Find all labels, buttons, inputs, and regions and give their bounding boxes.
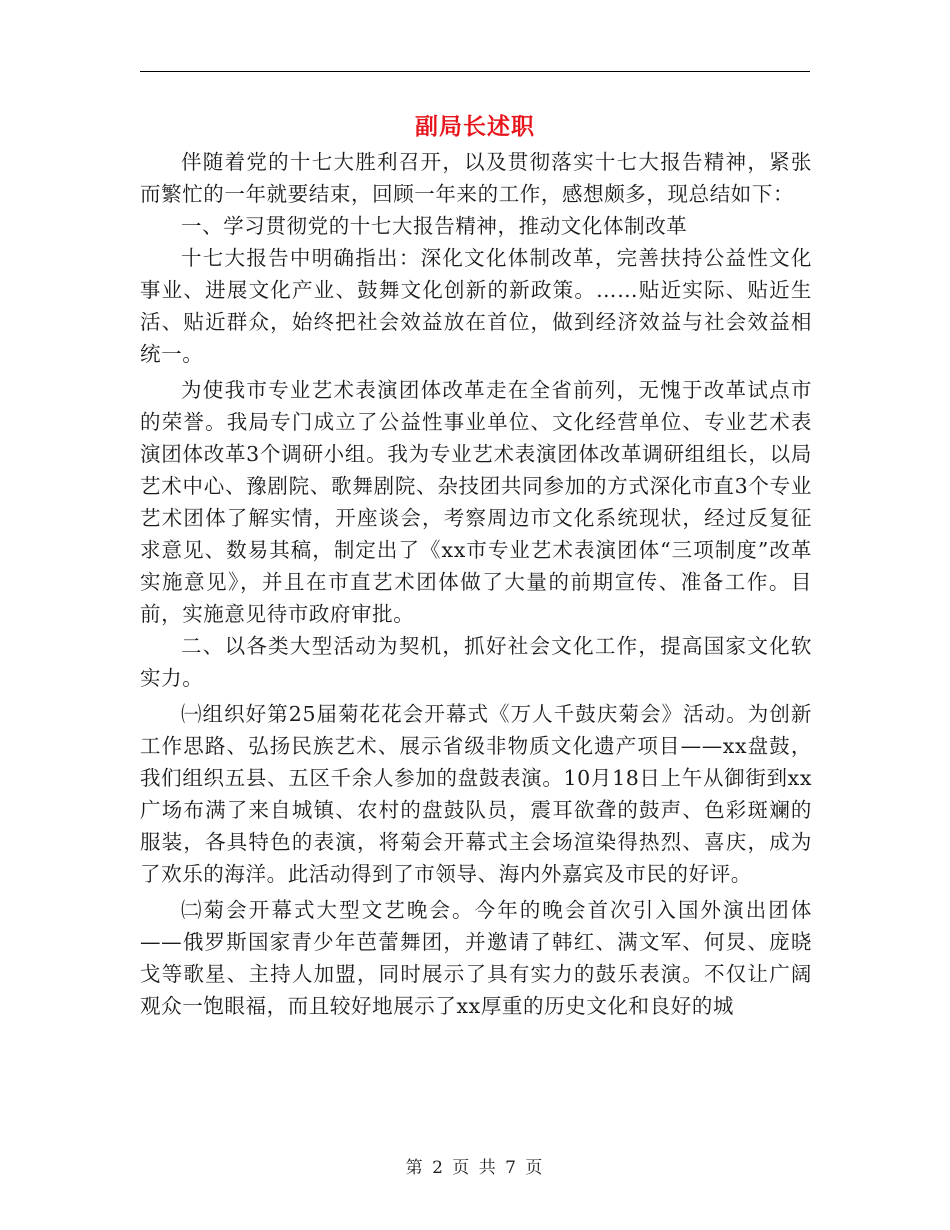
paragraph-intro: 伴随着党的十七大胜利召开，以及贯彻落实十七大报告精神，紧张而繁忙的一年就要结束，回顾一年来的工作，感想颇多，现总结如下： [140,150,812,206]
section-heading-2: 二、以各类大型活动为契机，抓好社会文化工作，提高国家文化软实力。 [140,634,812,690]
paragraph-gala: ㈡菊会开幕式大型文艺晚会。今年的晚会首次引入国外演出团体——俄罗斯国家青少年芭蕾舞团，并邀请了韩红、满文军、何炅、庞晓戈等歌星、主持人加盟，同时展示了具有实力的鼓乐表演。不仅让广阔观众一饱眼福，而且较好地展示了xx厚重的历史文化和良好的城 [140,898,812,1018]
paragraph-reform-work: 为使我市专业艺术表演团体改革走在全省前列，无愧于改革试点市的荣誉。我局专门成立了公益性事业单位、文化经营单位、专业艺术表演团体改革3个调研小组。我为专业艺术表演团体改革调研组组长，以局艺术中心、豫剧院、歌舞剧院、杂技团共同参加的方式深化市直3个专业艺术团体了解实情，开座谈会，考察周边市文化系统现状，经过反复征求意见、数易其稿，制定出了《xx市专业艺术表演团体“三项制度”改革实施意见》，并且在市直艺术团体做了大量的前期宣传、准备工作。目前，实施意见待市政府审批。 [140,378,812,626]
document-body [140,146,812,1026]
header-rule [140,71,810,72]
paragraph-report-quote: 十七大报告中明确指出：深化文化体制改革，完善扶持公益性文化事业、进展文化产业、鼓舞文化创新的新政策。……贴近实际、贴近生活、贴近群众，始终把社会效益放在首位，做到经济效益与社会效益相统一。 [140,246,812,366]
paragraph-drum-event: ㈠组织好第25届菊花花会开幕式《万人千鼓庆菊会》活动。为创新工作思路、弘扬民族艺术、展示省级非物质文化遗产项目——xx盘鼓，我们组织五县、五区千余人参加的盘鼓表演。10月18日上午从御街到xx广场布满了来自城镇、农村的盘鼓队员，震耳欲聋的鼓声、色彩斑斓的服装，各具特色的表演，将菊会开幕式主会场渲染得热烈、喜庆，成为了欢乐的海洋。此活动得到了市领导、海内外嘉宾及市民的好评。 [140,702,812,886]
page-footer: 第 2 页 共 7 页 [405,1158,545,1178]
document-title: 副局长述职 [415,114,535,140]
section-heading-1: 一、学习贯彻党的十七大报告精神，推动文化体制改革 [181,214,688,238]
